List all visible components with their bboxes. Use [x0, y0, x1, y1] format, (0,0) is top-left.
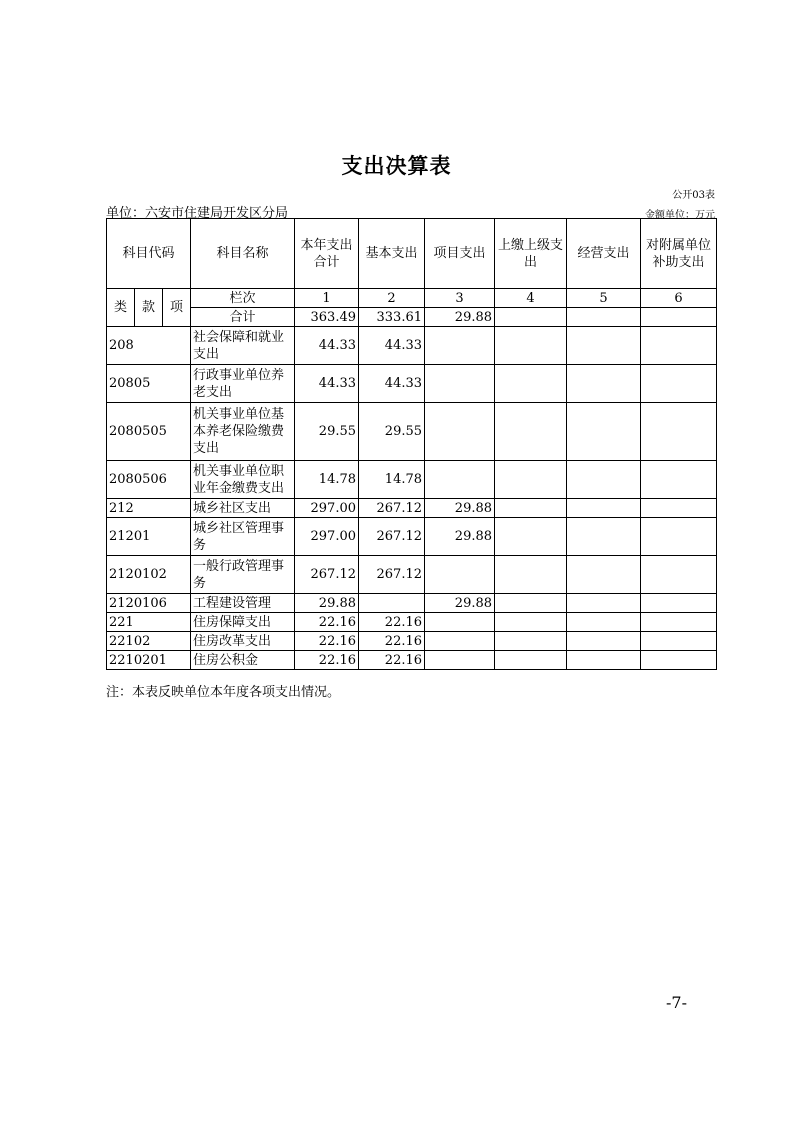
amount-cell: 267.12: [359, 556, 425, 594]
amount-cell: [425, 556, 495, 594]
amount-cell: [641, 403, 717, 461]
amount-cell: 22.16: [295, 613, 359, 632]
amount-cell: [641, 632, 717, 651]
total-value: 363.49: [295, 308, 359, 327]
subject-name: 住房改革支出: [191, 632, 295, 651]
table-row: [107, 518, 717, 556]
amount-cell: [425, 613, 495, 632]
amount-cell: [641, 327, 717, 365]
table-row: [107, 632, 717, 651]
amount-cell: [641, 365, 717, 403]
amount-cell: 22.16: [359, 632, 425, 651]
amount-cell: [495, 556, 567, 594]
subject-name: 机关事业单位职业年金缴费支出: [191, 461, 295, 499]
amount-cell: [495, 632, 567, 651]
amount-cell: [567, 518, 641, 556]
amount-cell: 29.88: [295, 594, 359, 613]
subject-code: 221: [107, 613, 191, 632]
amount-cell: 267.12: [295, 556, 359, 594]
amount-cell: 29.88: [425, 499, 495, 518]
amount-cell: 29.55: [295, 403, 359, 461]
amount-cell: [567, 556, 641, 594]
amount-cell: 44.33: [359, 327, 425, 365]
amount-cell: [567, 461, 641, 499]
amount-cell: 267.12: [359, 499, 425, 518]
table-row: [107, 613, 717, 632]
subject-code: 2210201: [107, 651, 191, 670]
total-value: [567, 308, 641, 327]
page-title: 支出决算表: [341, 154, 452, 178]
amount-cell: [495, 403, 567, 461]
amount-cell: [425, 327, 495, 365]
amount-cell: [567, 594, 641, 613]
amount-cell: 22.16: [295, 632, 359, 651]
header-kuan: 款: [135, 289, 163, 327]
amount-cell: [425, 651, 495, 670]
subject-code: 2120106: [107, 594, 191, 613]
table-row: [107, 461, 717, 499]
amount-cell: [641, 556, 717, 594]
subject-code: 21201: [107, 518, 191, 556]
amount-cell: 22.16: [359, 613, 425, 632]
amount-cell: [425, 461, 495, 499]
subject-code: 208: [107, 327, 191, 365]
amount-cell: [641, 651, 717, 670]
amount-cell: [425, 403, 495, 461]
form-number: 公开03表: [672, 190, 715, 201]
table-row: [107, 594, 717, 613]
amount-cell: [567, 499, 641, 518]
column-number: 6: [641, 289, 717, 308]
header-xiang: 项: [163, 289, 191, 327]
header-code: 科目代码: [107, 219, 191, 289]
table-row: [107, 365, 717, 403]
amount-cell: [495, 651, 567, 670]
expenditure-table: [106, 218, 717, 670]
amount-cell: [567, 613, 641, 632]
header-business: 经营支出: [567, 219, 641, 289]
subject-code: 2120102: [107, 556, 191, 594]
amount-cell: 44.33: [295, 365, 359, 403]
amount-cell: 44.33: [359, 365, 425, 403]
amount-cell: [567, 403, 641, 461]
amount-cell: 22.16: [359, 651, 425, 670]
total-row: [107, 308, 717, 327]
amount-cell: [641, 499, 717, 518]
page-number: -7-: [666, 993, 687, 1012]
subject-name: 机关事业单位基本养老保险缴费支出: [191, 403, 295, 461]
amount-cell: [359, 594, 425, 613]
amount-cell: 29.88: [425, 594, 495, 613]
header-row: [107, 219, 717, 289]
subject-name: 行政事业单位养老支出: [191, 365, 295, 403]
unit-label: 单位：六安市住建局开发区分局: [106, 206, 289, 221]
table-row: [107, 327, 717, 365]
amount-cell: 267.12: [359, 518, 425, 556]
total-value: [495, 308, 567, 327]
amount-cell: [495, 499, 567, 518]
amount-cell: [495, 327, 567, 365]
subject-name: 城乡社区管理事务: [191, 518, 295, 556]
total-value: 333.61: [359, 308, 425, 327]
subject-code: 2080505: [107, 403, 191, 461]
amount-cell: [567, 365, 641, 403]
column-number-row: [107, 289, 717, 308]
amount-cell: [641, 594, 717, 613]
header-lei: 类: [107, 289, 135, 327]
subject-code: 22102: [107, 632, 191, 651]
amount-cell: [567, 327, 641, 365]
header-project: 项目支出: [425, 219, 495, 289]
header-total: 本年支出合计: [295, 219, 359, 289]
amount-cell: [425, 365, 495, 403]
total-value: [641, 308, 717, 327]
amount-cell: 29.88: [425, 518, 495, 556]
total-value: 29.88: [425, 308, 495, 327]
subject-name: 住房保障支出: [191, 613, 295, 632]
amount-cell: [641, 518, 717, 556]
column-number: 4: [495, 289, 567, 308]
subject-name: 住房公积金: [191, 651, 295, 670]
amount-cell: [495, 594, 567, 613]
column-number: 2: [359, 289, 425, 308]
subject-name: 一般行政管理事务: [191, 556, 295, 594]
subject-name: 社会保障和就业支出: [191, 327, 295, 365]
subject-code: 20805: [107, 365, 191, 403]
amount-cell: 297.00: [295, 499, 359, 518]
total-label: 合计: [191, 308, 295, 327]
header-upper: 上缴上级支出: [495, 219, 567, 289]
column-number: 3: [425, 289, 495, 308]
column-number: 1: [295, 289, 359, 308]
amount-cell: [567, 632, 641, 651]
column-number: 5: [567, 289, 641, 308]
header-basic: 基本支出: [359, 219, 425, 289]
subject-name: 工程建设管理: [191, 594, 295, 613]
amount-cell: 14.78: [359, 461, 425, 499]
subject-code: 212: [107, 499, 191, 518]
subject-name: 城乡社区支出: [191, 499, 295, 518]
table-row: [107, 556, 717, 594]
table-row: [107, 499, 717, 518]
table-row: [107, 403, 717, 461]
amount-cell: [495, 613, 567, 632]
amount-cell: 22.16: [295, 651, 359, 670]
subject-code: 2080506: [107, 461, 191, 499]
amount-cell: 44.33: [295, 327, 359, 365]
amount-cell: [641, 613, 717, 632]
column-number-label: 栏次: [191, 289, 295, 308]
amount-cell: [425, 632, 495, 651]
amount-cell: 297.00: [295, 518, 359, 556]
amount-cell: [495, 365, 567, 403]
money-unit-label: 金额单位：万元: [645, 210, 715, 221]
header-name: 科目名称: [191, 219, 295, 289]
table-row: [107, 651, 717, 670]
amount-cell: [567, 651, 641, 670]
amount-cell: 29.55: [359, 403, 425, 461]
amount-cell: [641, 461, 717, 499]
amount-cell: [495, 518, 567, 556]
table-note: 注：本表反映单位本年度各项支出情况。: [106, 685, 341, 700]
header-subsidiary: 对附属单位补助支出: [641, 219, 717, 289]
amount-cell: 14.78: [295, 461, 359, 499]
amount-cell: [495, 461, 567, 499]
